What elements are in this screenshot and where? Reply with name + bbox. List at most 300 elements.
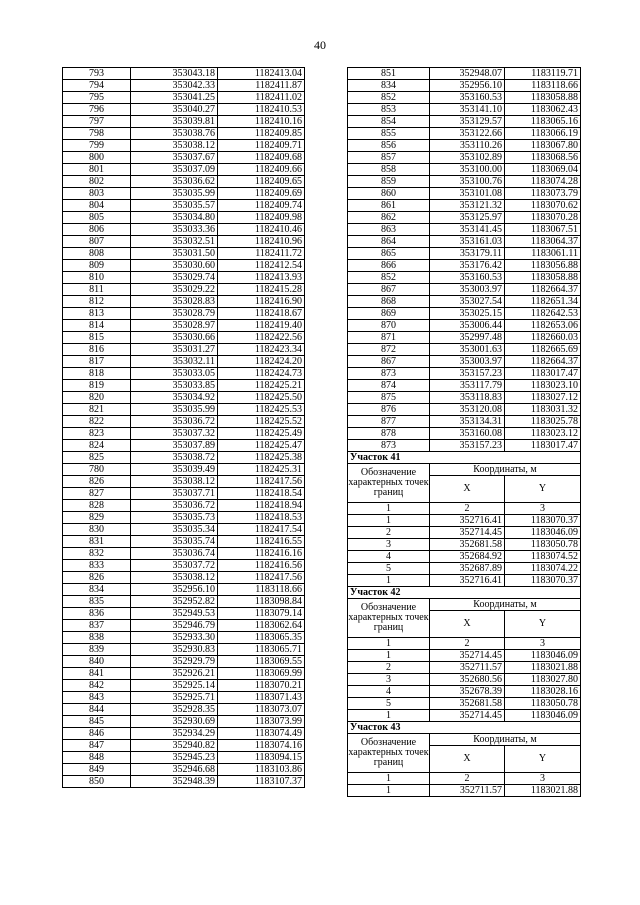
coordinate-y: 1183070.28 [505, 212, 581, 224]
table-row [348, 404, 581, 416]
table-row [63, 176, 305, 188]
coordinate-x: 353101.08 [430, 188, 505, 200]
table-row [348, 308, 581, 320]
point-number: 858 [348, 164, 430, 176]
table-row [63, 68, 305, 80]
table-row [348, 440, 581, 452]
coordinate-y: 1182416.90 [218, 296, 305, 308]
table-row [348, 272, 581, 284]
table-row [63, 632, 305, 644]
coordinate-y: 1183023.10 [505, 380, 581, 392]
table-row [63, 284, 305, 296]
coordinate-y: 1183070.37 [505, 575, 581, 587]
point-number: 866 [348, 260, 430, 272]
point-number: 864 [348, 236, 430, 248]
coordinate-x: 353036.74 [131, 548, 218, 560]
point-number: 808 [63, 248, 131, 260]
point-number: 806 [63, 224, 131, 236]
table-row [63, 512, 305, 524]
point-number: 5 [348, 563, 430, 575]
coordinate-x: 353037.89 [131, 440, 218, 452]
coordinate-x: 353029.74 [131, 272, 218, 284]
point-number: 834 [63, 584, 131, 596]
table-row [63, 548, 305, 560]
point-number: 1 [348, 575, 430, 587]
coordinate-y: 1182415.28 [218, 284, 305, 296]
point-number: 848 [63, 752, 131, 764]
coordinate-y: 1183066.19 [505, 128, 581, 140]
point-number: 803 [63, 188, 131, 200]
table-row [348, 104, 581, 116]
coordinate-y: 1183017.47 [505, 440, 581, 452]
table-row [63, 752, 305, 764]
coordinate-x: 352933.30 [131, 632, 218, 644]
table-row [348, 527, 581, 539]
point-number: 874 [348, 380, 430, 392]
table-row [63, 692, 305, 704]
point-number: 825 [63, 452, 131, 464]
coordinate-x: 352934.29 [131, 728, 218, 740]
table-row [63, 524, 305, 536]
table-row [63, 776, 305, 788]
coordinate-y: 1182651.34 [505, 296, 581, 308]
coordinate-y: 1182409.74 [218, 200, 305, 212]
coordinate-y: 1182409.71 [218, 140, 305, 152]
point-number: 798 [63, 128, 131, 140]
coordinate-x: 352716.41 [430, 575, 505, 587]
table-row [348, 260, 581, 272]
coordinate-y: 1183025.78 [505, 416, 581, 428]
point-number: 800 [63, 152, 131, 164]
coordinate-x: 353037.09 [131, 164, 218, 176]
point-number: 862 [348, 212, 430, 224]
point-number: 795 [63, 92, 131, 104]
table-row [348, 551, 581, 563]
table-row [348, 236, 581, 248]
table-row [348, 284, 581, 296]
coordinate-x: 352687.89 [430, 563, 505, 575]
table-row [63, 140, 305, 152]
coordinate-x: 353003.97 [430, 284, 505, 296]
point-number: 850 [63, 776, 131, 788]
coordinate-x: 352684.92 [430, 551, 505, 563]
point-number: 860 [348, 188, 430, 200]
table-row [63, 368, 305, 380]
point-number: 3 [348, 539, 430, 551]
coordinate-y: 1183069.55 [218, 656, 305, 668]
point-number: 816 [63, 344, 131, 356]
table-row [348, 416, 581, 428]
table-row [63, 464, 305, 476]
table-row [63, 320, 305, 332]
point-number: 780 [63, 464, 131, 476]
point-number: 793 [63, 68, 131, 80]
table-row [348, 188, 581, 200]
point-number: 2 [348, 662, 430, 674]
coordinate-y: 1183058.88 [505, 272, 581, 284]
point-number: 823 [63, 428, 131, 440]
coordinate-x: 352711.57 [430, 662, 505, 674]
coordinate-x: 353030.66 [131, 332, 218, 344]
coordinate-x: 352928.35 [131, 704, 218, 716]
table-row [63, 416, 305, 428]
point-number: 875 [348, 392, 430, 404]
point-number: 873 [348, 368, 430, 380]
coordinate-x: 353035.99 [131, 404, 218, 416]
coordinate-x: 353028.83 [131, 296, 218, 308]
y-header: Y [505, 746, 581, 773]
coordinate-x: 352681.58 [430, 698, 505, 710]
x-header: X [430, 746, 505, 773]
coordinate-x: 353030.60 [131, 260, 218, 272]
table-row [63, 572, 305, 584]
coordinate-x: 353129.57 [430, 116, 505, 128]
coordinate-x: 353029.22 [131, 284, 218, 296]
table-row [63, 680, 305, 692]
coordinate-y: 1182424.73 [218, 368, 305, 380]
coordinate-y: 1183071.43 [218, 692, 305, 704]
table-row [348, 428, 581, 440]
table-row [348, 392, 581, 404]
point-number: 826 [63, 476, 131, 488]
coordinate-x: 353160.08 [430, 428, 505, 440]
point-number: 807 [63, 236, 131, 248]
table-row [63, 80, 305, 92]
coordinate-y: 1182418.53 [218, 512, 305, 524]
table-row [348, 356, 581, 368]
table-row [348, 380, 581, 392]
table-row [348, 248, 581, 260]
point-number: 870 [348, 320, 430, 332]
coordinate-y: 1182425.49 [218, 428, 305, 440]
table-row [348, 68, 581, 80]
coordinate-y: 1183070.37 [505, 515, 581, 527]
point-number: 815 [63, 332, 131, 344]
coordinate-y: 1183064.37 [505, 236, 581, 248]
coordinate-x: 353102.89 [430, 152, 505, 164]
section-title: Участок 42 [348, 587, 581, 599]
coordinate-x: 353176.42 [430, 260, 505, 272]
point-number: 869 [348, 308, 430, 320]
coordinate-y: 1182410.46 [218, 224, 305, 236]
table-row [63, 488, 305, 500]
coordinate-x: 353134.31 [430, 416, 505, 428]
coordinate-x: 353042.33 [131, 80, 218, 92]
table-row [63, 380, 305, 392]
point-number: 859 [348, 176, 430, 188]
coordinate-x: 353120.08 [430, 404, 505, 416]
coordinate-y: 1182411.02 [218, 92, 305, 104]
coordinate-x: 352681.58 [430, 539, 505, 551]
right-coordinates-table [347, 67, 581, 797]
point-number: 837 [63, 620, 131, 632]
coordinate-y: 1182424.20 [218, 356, 305, 368]
coordinate-y: 1183074.22 [505, 563, 581, 575]
designation-header: Обозначение характерных точек границ [348, 464, 430, 503]
point-number: 849 [63, 764, 131, 776]
coordinate-y: 1182409.65 [218, 176, 305, 188]
table-row [63, 356, 305, 368]
coordinate-y: 1182425.47 [218, 440, 305, 452]
point-number: 4 [348, 551, 430, 563]
coordinate-y: 1183107.37 [218, 776, 305, 788]
coordinate-y: 1183067.80 [505, 140, 581, 152]
point-number: 847 [63, 740, 131, 752]
point-number: 826 [63, 572, 131, 584]
coordinate-x: 353006.44 [430, 320, 505, 332]
coordinate-x: 353027.54 [430, 296, 505, 308]
table-row [348, 332, 581, 344]
point-number: 871 [348, 332, 430, 344]
coordinate-x: 353028.79 [131, 308, 218, 320]
point-number: 857 [348, 152, 430, 164]
section-title-row [348, 452, 581, 464]
point-number: 1 [348, 515, 430, 527]
table-row [348, 128, 581, 140]
coordinate-x: 353125.97 [430, 212, 505, 224]
table-row [63, 728, 305, 740]
point-number: 839 [63, 644, 131, 656]
point-number: 827 [63, 488, 131, 500]
coordinate-x: 352925.14 [131, 680, 218, 692]
coordinate-y: 1182410.53 [218, 104, 305, 116]
coordinate-x: 353161.03 [430, 236, 505, 248]
coordinate-x: 353025.15 [430, 308, 505, 320]
y-header: Y [505, 611, 581, 638]
table-row [348, 176, 581, 188]
coordinate-y: 1183046.09 [505, 527, 581, 539]
coordinate-x: 353141.10 [430, 104, 505, 116]
coordinate-y: 1182411.87 [218, 80, 305, 92]
coordinate-x: 352952.82 [131, 596, 218, 608]
coordinate-y: 1183028.16 [505, 686, 581, 698]
table-row [63, 704, 305, 716]
coordinate-x: 353157.23 [430, 368, 505, 380]
point-number: 5 [348, 698, 430, 710]
coordinate-x: 352956.10 [430, 80, 505, 92]
coordinate-y: 1183050.78 [505, 539, 581, 551]
coordinate-y: 1182425.21 [218, 380, 305, 392]
table-row [348, 368, 581, 380]
table-row [63, 392, 305, 404]
table-row [348, 164, 581, 176]
column-number: 2 [430, 503, 505, 515]
table-row [63, 428, 305, 440]
coordinate-x: 353041.25 [131, 92, 218, 104]
coordinate-y: 1183046.09 [505, 650, 581, 662]
point-number: 843 [63, 692, 131, 704]
section-title: Участок 41 [348, 452, 581, 464]
table-row [63, 332, 305, 344]
table-row [63, 584, 305, 596]
coordinate-x: 353036.72 [131, 416, 218, 428]
point-number: 818 [63, 368, 131, 380]
coordinate-y: 1183027.80 [505, 674, 581, 686]
table-row [348, 296, 581, 308]
coordinate-y: 1182417.54 [218, 524, 305, 536]
coordinate-x: 353037.67 [131, 152, 218, 164]
coordinate-y: 1183068.56 [505, 152, 581, 164]
table-row [63, 260, 305, 272]
point-number: 873 [348, 440, 430, 452]
coordinate-y: 1182425.50 [218, 392, 305, 404]
page-number: 40 [314, 38, 326, 52]
table-row [348, 515, 581, 527]
table-row [63, 596, 305, 608]
coordinate-x: 353110.26 [430, 140, 505, 152]
coordinate-x: 353035.74 [131, 536, 218, 548]
coordinate-y: 1183069.04 [505, 164, 581, 176]
coordinate-y: 1182419.40 [218, 320, 305, 332]
table-row [348, 212, 581, 224]
point-number: 877 [348, 416, 430, 428]
point-number: 856 [348, 140, 430, 152]
point-number: 796 [63, 104, 131, 116]
coordinate-x: 353117.79 [430, 380, 505, 392]
coordinate-x: 352678.39 [430, 686, 505, 698]
coordinate-y: 1182411.72 [218, 248, 305, 260]
coordinate-x: 353100.00 [430, 164, 505, 176]
header-row [348, 599, 581, 611]
coordinate-x: 353038.12 [131, 476, 218, 488]
coordinate-y: 1183046.09 [505, 710, 581, 722]
coordinate-x: 353040.27 [131, 104, 218, 116]
point-number: 867 [348, 356, 430, 368]
coordinate-y: 1183031.32 [505, 404, 581, 416]
point-number: 830 [63, 524, 131, 536]
coordinate-x: 353035.73 [131, 512, 218, 524]
table-row [63, 476, 305, 488]
column-number: 1 [348, 773, 430, 785]
coordinate-x: 352997.48 [430, 332, 505, 344]
point-number: 872 [348, 344, 430, 356]
point-number: 1 [348, 785, 430, 797]
table-row [63, 620, 305, 632]
coordinate-y: 1182653.06 [505, 320, 581, 332]
table-row [63, 740, 305, 752]
coordinates-header: Координаты, м [430, 599, 581, 611]
point-number: 804 [63, 200, 131, 212]
coordinate-y: 1183065.35 [218, 632, 305, 644]
coordinate-y: 1183065.16 [505, 116, 581, 128]
table-row [63, 644, 305, 656]
coordinate-x: 352716.41 [430, 515, 505, 527]
coordinate-x: 353038.12 [131, 140, 218, 152]
coordinate-y: 1182416.55 [218, 536, 305, 548]
coordinate-x: 352945.23 [131, 752, 218, 764]
point-number: 1 [348, 710, 430, 722]
table-row [63, 272, 305, 284]
coordinate-x: 352714.45 [430, 650, 505, 662]
table-row [63, 224, 305, 236]
coordinate-x: 352714.45 [430, 527, 505, 539]
coordinate-x: 353160.53 [430, 92, 505, 104]
point-number: 845 [63, 716, 131, 728]
point-number: 805 [63, 212, 131, 224]
y-header: Y [505, 476, 581, 503]
coordinate-x: 352946.68 [131, 764, 218, 776]
column-number: 2 [430, 638, 505, 650]
table-row [63, 296, 305, 308]
coordinate-y: 1183056.88 [505, 260, 581, 272]
coordinate-y: 1182418.67 [218, 308, 305, 320]
coordinate-x: 352940.82 [131, 740, 218, 752]
coordinate-y: 1182410.16 [218, 116, 305, 128]
point-number: 801 [63, 164, 131, 176]
coordinate-y: 1183074.49 [218, 728, 305, 740]
coordinate-x: 353038.12 [131, 572, 218, 584]
point-number: 3 [348, 674, 430, 686]
table-row [348, 575, 581, 587]
table-row [63, 200, 305, 212]
coordinate-y: 1182425.53 [218, 404, 305, 416]
coordinate-y: 1182410.96 [218, 236, 305, 248]
coordinate-y: 1183017.47 [505, 368, 581, 380]
column-number: 2 [430, 773, 505, 785]
coordinate-y: 1182642.53 [505, 308, 581, 320]
coordinate-y: 1182409.98 [218, 212, 305, 224]
coordinate-y: 1182425.31 [218, 464, 305, 476]
table-row [348, 674, 581, 686]
coordinate-x: 352949.53 [131, 608, 218, 620]
coordinate-x: 353034.80 [131, 212, 218, 224]
coordinate-x: 353001.63 [430, 344, 505, 356]
coordinate-x: 353036.72 [131, 500, 218, 512]
coordinate-x: 352930.83 [131, 644, 218, 656]
point-number: 812 [63, 296, 131, 308]
coordinate-x: 352948.39 [131, 776, 218, 788]
header-row [348, 464, 581, 476]
table-row [348, 320, 581, 332]
coordinate-y: 1182416.56 [218, 560, 305, 572]
coordinate-y: 1182409.69 [218, 188, 305, 200]
coordinate-x: 353037.71 [131, 488, 218, 500]
designation-header: Обозначение характерных точек границ [348, 734, 430, 773]
table-row [63, 668, 305, 680]
coordinate-y: 1183119.71 [505, 68, 581, 80]
table-row [348, 92, 581, 104]
column-number: 3 [505, 503, 581, 515]
coordinate-x: 353035.34 [131, 524, 218, 536]
point-number: 861 [348, 200, 430, 212]
point-number: 828 [63, 500, 131, 512]
point-number: 851 [348, 68, 430, 80]
coordinate-y: 1182423.34 [218, 344, 305, 356]
coordinate-y: 1183067.51 [505, 224, 581, 236]
coordinate-y: 1183062.43 [505, 104, 581, 116]
table-row [348, 80, 581, 92]
point-number: 811 [63, 284, 131, 296]
coordinate-y: 1183094.15 [218, 752, 305, 764]
table-row [348, 344, 581, 356]
table-row [63, 560, 305, 572]
point-number: 797 [63, 116, 131, 128]
table-row [63, 236, 305, 248]
column-number: 1 [348, 638, 430, 650]
coordinate-x: 353033.85 [131, 380, 218, 392]
coordinate-x: 352946.79 [131, 620, 218, 632]
table-row [348, 116, 581, 128]
section-title: Участок 43 [348, 722, 581, 734]
point-number: 852 [348, 92, 430, 104]
coordinate-x: 353039.81 [131, 116, 218, 128]
point-number: 876 [348, 404, 430, 416]
point-number: 794 [63, 80, 131, 92]
coordinate-y: 1182413.04 [218, 68, 305, 80]
table-row [63, 164, 305, 176]
table-row [63, 104, 305, 116]
table-row [348, 539, 581, 551]
